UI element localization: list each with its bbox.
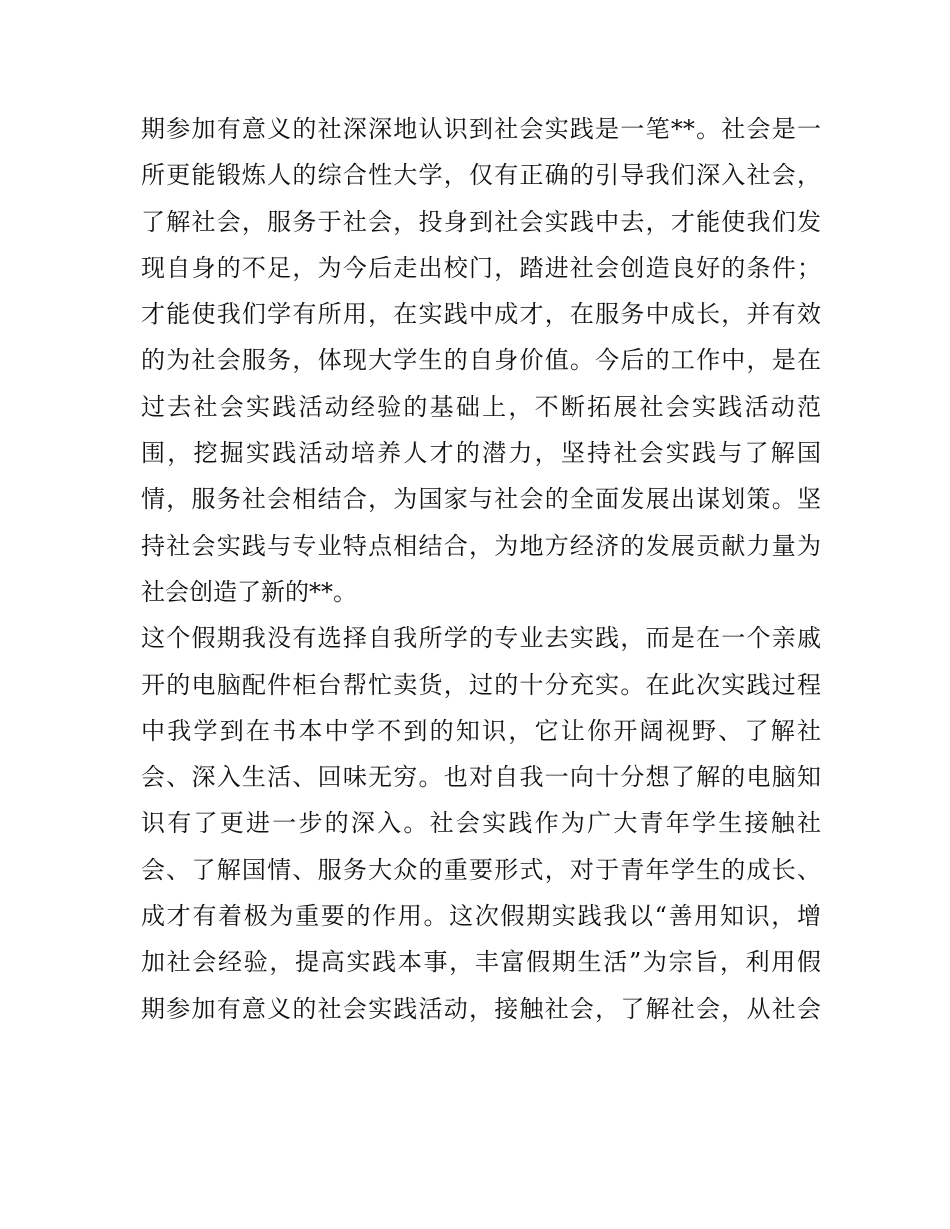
text-line: 加社会经验，提高实践本事，丰富假期生活”为宗旨，利用假 (141, 948, 821, 977)
text-line: 中我学到在书本中学不到的知识，它让你开阔视野、了解社 (141, 716, 821, 745)
text-line: 了解社会，服务于社会，投身到社会实践中去，才能使我们发 (141, 207, 821, 236)
text-line: 围，挖掘实践活动培养人才的潜力，坚持社会实践与了解国 (141, 439, 821, 468)
text-line: 期参加有意义的社会实践活动，接触社会，了解社会，从社会 (141, 994, 821, 1023)
text-line: 这个假期我没有选择自我所学的专业去实践，而是在一个亲戚 (141, 624, 821, 653)
text-line: 会、深入生活、回味无穷。也对自我一向十分想了解的电脑知 (141, 763, 821, 792)
text-line: 才能使我们学有所用，在实践中成才，在服务中成长，并有效 (141, 300, 821, 329)
text-line: 所更能锻炼人的综合性大学，仅有正确的引导我们深入社会， (141, 161, 821, 190)
text-line: 识有了更进一步的深入。社会实践作为广大青年学生接触社 (141, 809, 821, 838)
text-line: 成才有着极为重要的作用。这次假期实践我以“善用知识，增 (141, 902, 821, 931)
text-line: 期参加有意义的社深深地认识到社会实践是一笔**。社会是一 (141, 115, 821, 143)
text-line: 过去社会实践活动经验的基础上，不断拓展社会实践活动范 (141, 392, 821, 421)
text-line: 情，服务社会相结合，为国家与社会的全面发展出谋划策。坚 (141, 485, 821, 514)
text-line: 会、了解国情、服务大众的重要形式，对于青年学生的成长、 (141, 855, 821, 884)
text-line: 开的电脑配件柜台帮忙卖货，过的十分充实。在此次实践过程 (141, 670, 821, 699)
text-line: 持社会实践与专业特点相结合，为地方经济的发展贡献力量为 (141, 531, 821, 560)
text-line: 的为社会服务，体现大学生的自身价值。今后的工作中，是在 (141, 346, 821, 375)
text-line: 社会创造了新的**。 (141, 577, 357, 606)
paragraph-1 (141, 106, 821, 615)
text-line: 现自身的不足，为今后走出校门，踏进社会创造良好的条件； (141, 253, 821, 282)
paragraph-2 (141, 615, 821, 1032)
body-text (141, 106, 821, 1032)
